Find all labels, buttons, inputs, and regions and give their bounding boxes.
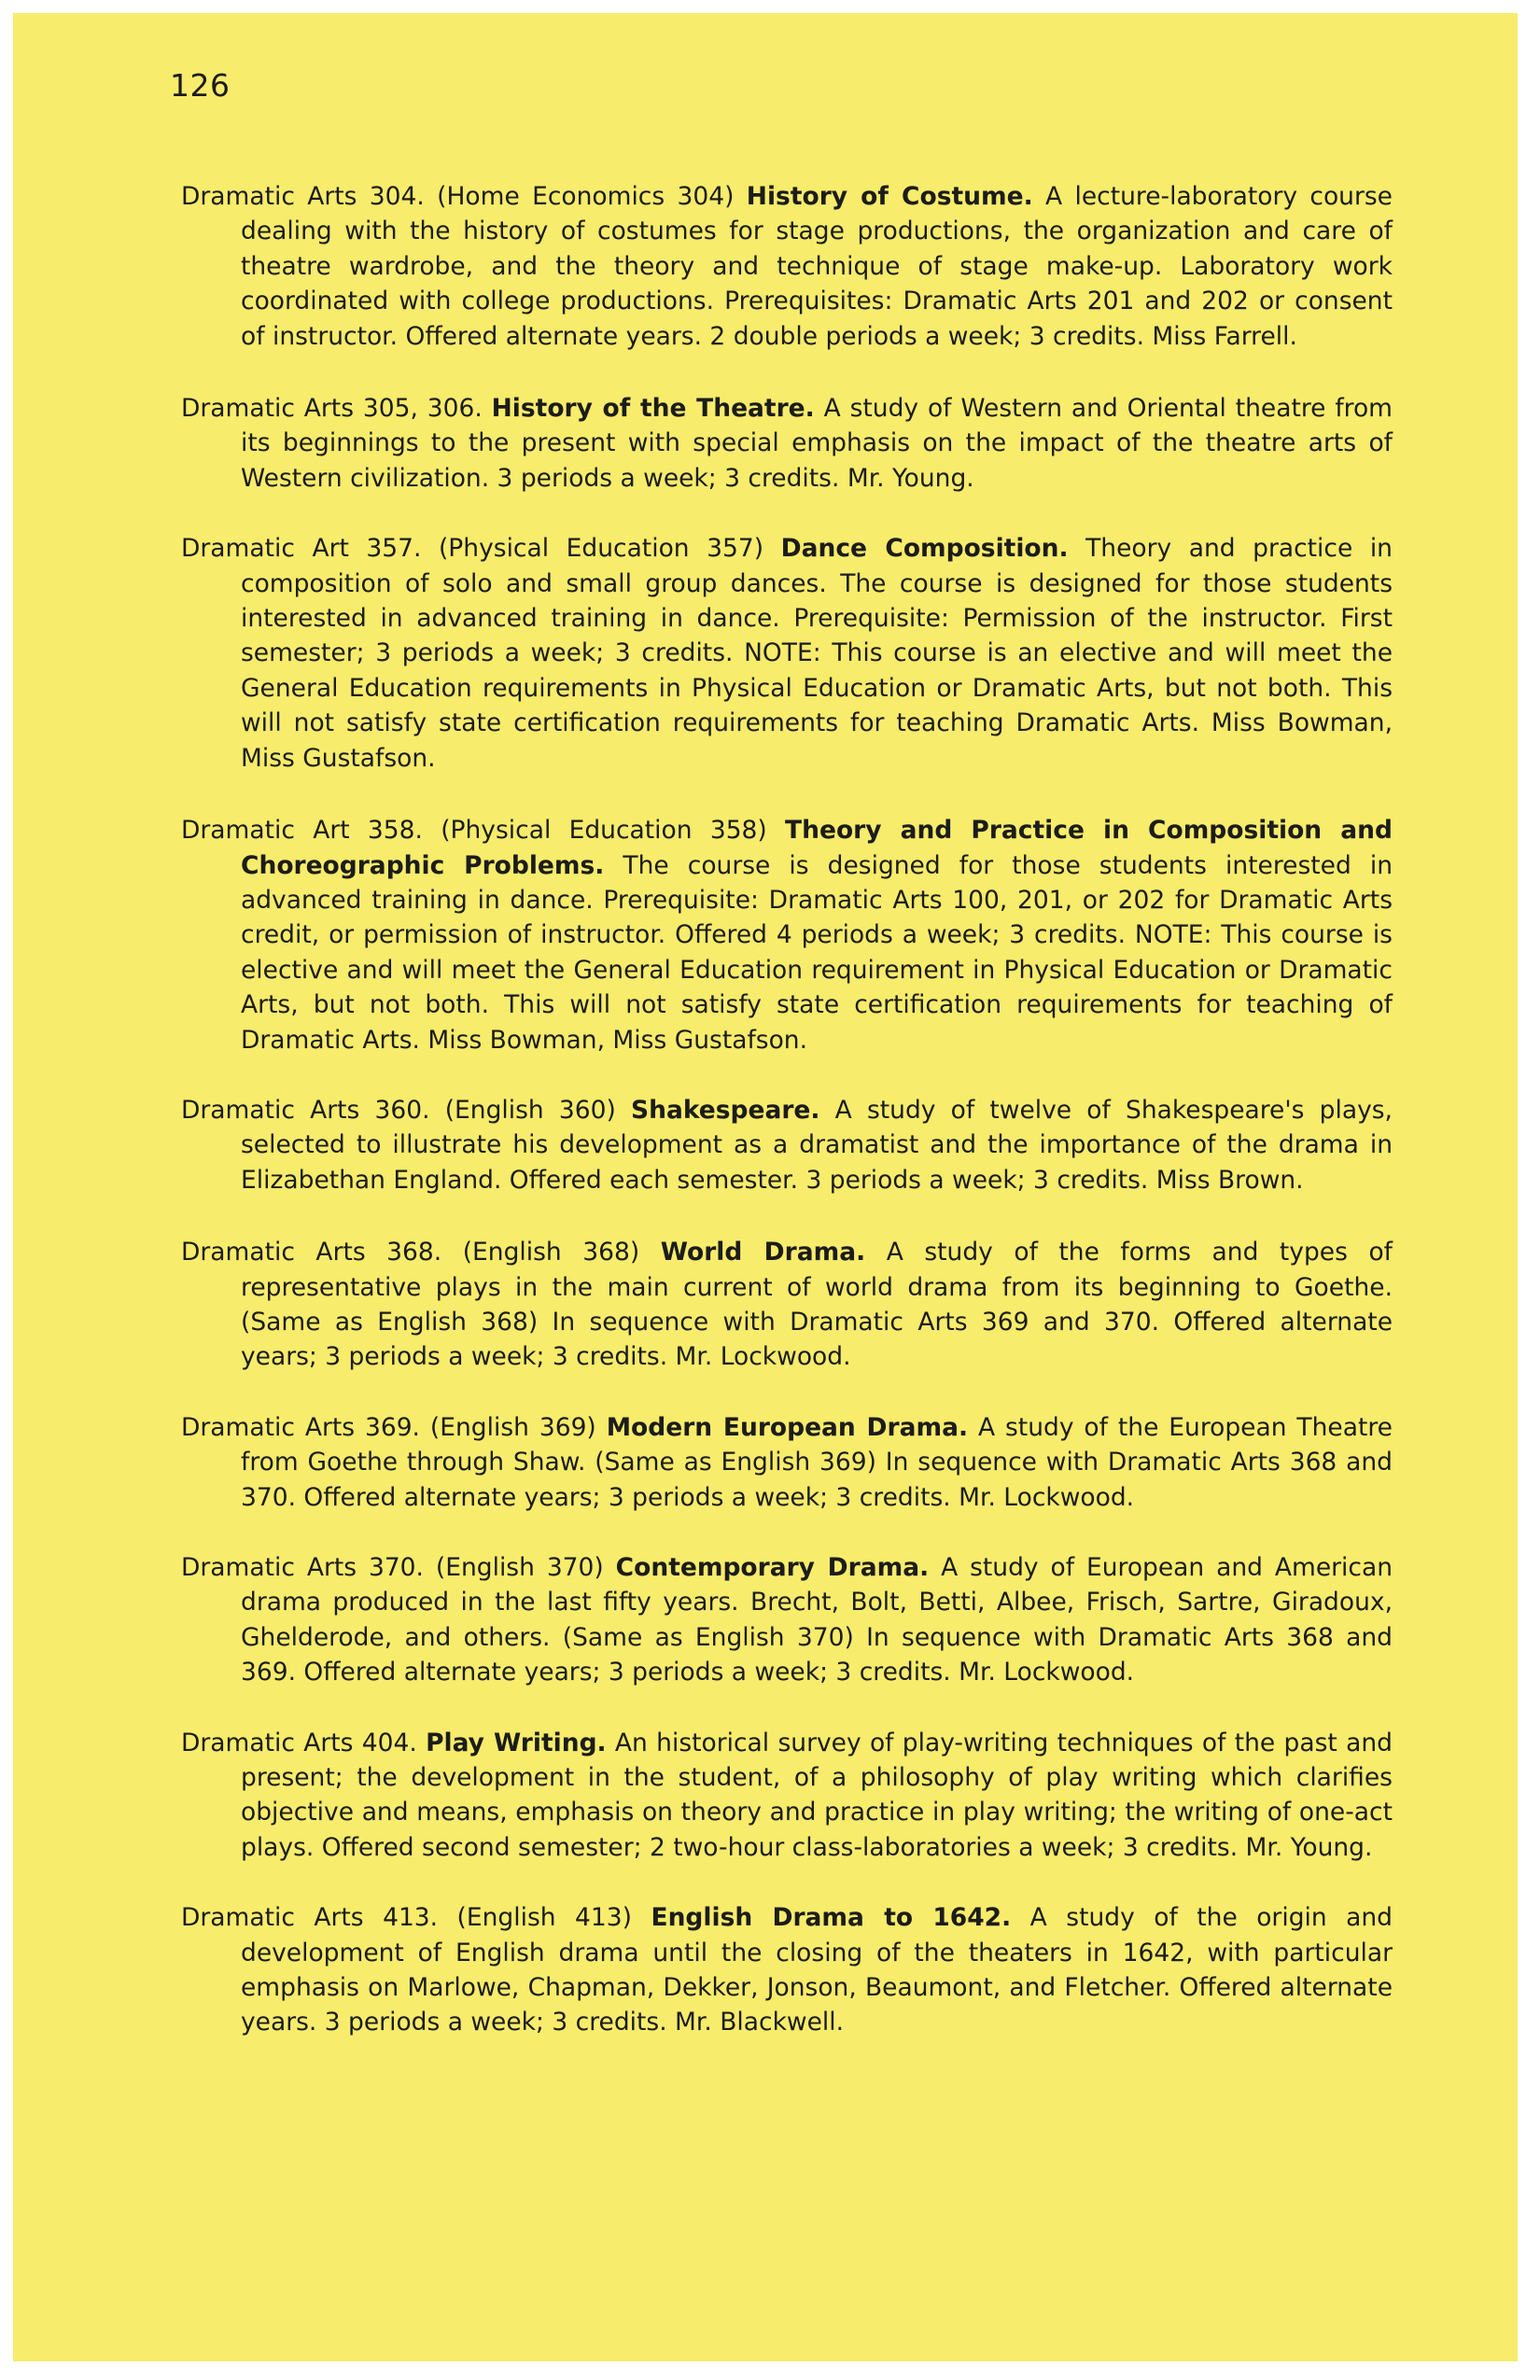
- page-number: 126: [170, 67, 231, 104]
- course-title: History of Costume.: [746, 182, 1033, 211]
- course-description: A study of twelve of Shakespeare's plays, selected to illustrate his development as a dramatist and the importance of the drama in Elizabethan England. Offered each semester. 3 periods a week; 3 credits. Miss Brown.: [241, 1095, 1393, 1195]
- course-number: Dramatic Art 357. (Physical Education 357): [181, 534, 764, 564]
- course-title: History of the Theatre.: [491, 394, 815, 424]
- course-description: An historical survey of play-writing techniques of the past and present; the development in the student, of a philosophy of play writing which clarifies objective and means, emphasis on theory and practice in play writing; the writing of one-act plays. Offered second semester; 2 two-hour class-laboratories a week; 3 credits. Mr. Young.: [241, 1728, 1393, 1862]
- course-title: English Drama to 1642.: [651, 1903, 1012, 1933]
- course-number: Dramatic Arts 304. (Home Economics 304): [181, 182, 735, 211]
- course-title: World Drama.: [660, 1238, 866, 1267]
- course-number: Dramatic Arts 369. (English 369): [181, 1412, 596, 1442]
- course-description: A study of Western and Oriental theatre from its beginnings to the present with special emphasis on the impact of the theatre arts of Western civilization. 3 periods a week; 3 credits. Mr. Young.: [241, 394, 1393, 493]
- course-title: Dance Composition.: [780, 534, 1069, 564]
- course-description: A lecture-laboratory course dealing with the history of costumes for stage productions, the organization and care of theatre wardrobe, and the theory and technique of stage make-up. Laboratory work coordinated with college productions. Prerequisites: Dramatic Arts 201 and 202 or consent of instructor. Offered alternate years. 2 double periods a week; 3 credits. Miss Farrell.: [241, 182, 1393, 351]
- course-entry-da-370: [181, 1550, 1393, 1690]
- course-entry-da-360: [181, 1093, 1393, 1197]
- course-description: Theory and practice in composition of solo and small group dances. The course is designed for those students interested in advanced training in dance. Prerequisite: Permission of the instructor. First semester; 3 periods a week; 3 credits. NOTE: This course is an elective and will meet the General Education requirements in Physical Education or Dramatic Arts, but not both. This will not satisfy state certification requirements for teaching Dramatic Arts. Miss Bowman, Miss Gustafson.: [241, 534, 1393, 773]
- course-number: Dramatic Arts 360. (English 360): [181, 1095, 616, 1125]
- course-entry-da-304: [181, 179, 1393, 354]
- course-number: Dramatic Arts 305, 306.: [181, 394, 483, 424]
- course-title: Shakespeare.: [631, 1095, 820, 1125]
- course-description: A study of European and American drama produced in the last fifty years. Brecht, Bolt, Betti, Albee, Frisch, Sartre, Giradoux, Ghelderode, and others. (Same as English 370) In sequence with Dramatic Arts 368 and 369. Offered alternate years; 3 periods a week; 3 credits. Mr. Lockwood.: [241, 1553, 1393, 1687]
- catalog-page: [13, 13, 1518, 2361]
- course-entry-da-413: [181, 1900, 1393, 2040]
- course-number: Dramatic Arts 368. (English 368): [181, 1238, 640, 1267]
- course-entry-da-368: [181, 1235, 1393, 1375]
- course-entry-da-357: [181, 531, 1393, 776]
- course-number: Dramatic Art 358. (Physical Education 358): [181, 816, 767, 846]
- course-number: Dramatic Arts 404.: [181, 1728, 417, 1757]
- course-number: Dramatic Arts 413. (English 413): [181, 1903, 632, 1933]
- course-title: Theory and Practice in Composition and Choreographic Problems.: [241, 816, 1393, 880]
- course-title: Contemporary Drama.: [615, 1553, 930, 1582]
- course-entry-da-369: [181, 1410, 1393, 1515]
- course-title: Modern European Drama.: [606, 1412, 969, 1442]
- course-description: A study of the European Theatre from Goethe through Shaw. (Same as English 369) In sequence with Dramatic Arts 368 and 370. Offered alternate years; 3 periods a week; 3 credits. Mr. Lockwood.: [241, 1412, 1393, 1512]
- course-entry-da-404: [181, 1726, 1393, 1866]
- course-entry-da-358: [181, 813, 1393, 1057]
- course-description: A study of the origin and development of English drama until the closing of the theaters in 1642, with particular emphasis on Marlowe, Chapman, Dekker, Jonson, Beaumont, and Fletcher. Offered alternate years. 3 periods a week; 3 credits. Mr. Blackwell.: [241, 1903, 1393, 2037]
- course-description: A study of the forms and types of representative plays in the main current of world drama from its beginning to Goethe. (Same as English 368) In sequence with Dramatic Arts 369 and 370. Offered alternate years; 3 periods a week; 3 credits. Mr. Lockwood.: [241, 1238, 1393, 1372]
- course-list: [181, 179, 1393, 2040]
- course-entry-da-305-306: [181, 391, 1393, 496]
- course-description: The course is designed for those students interested in advanced training in dance. Prerequisite: Dramatic Arts 100, 201, or 202 for Dramatic Arts credit, or permission of instructor. Offered 4 periods a week; 3 credits. NOTE: This course is elective and will meet the General Education requirement in Physical Education or Dramatic Arts, but not both. This will not satisfy state certification requirements for teaching of Dramatic Arts. Miss Bowman, Miss Gustafson.: [241, 850, 1393, 1055]
- course-title: Play Writing.: [426, 1728, 607, 1757]
- course-number: Dramatic Arts 370. (English 370): [181, 1553, 604, 1582]
